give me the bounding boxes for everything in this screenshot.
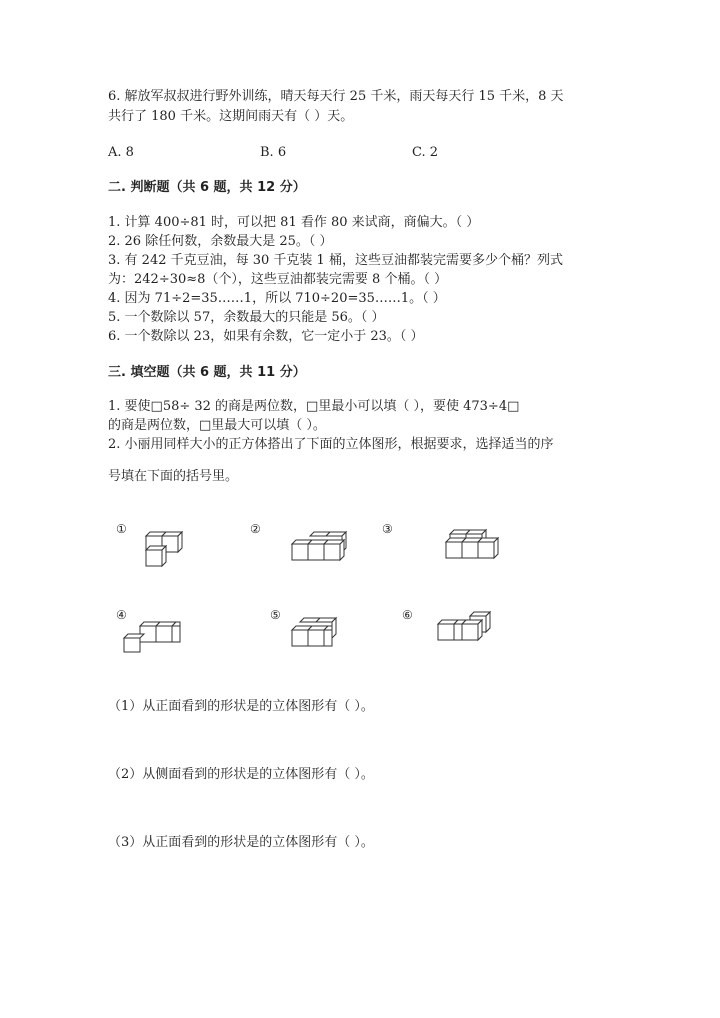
q6-line1: 6. 解放军叔叔进行野外训练，晴天每天行 25 千米，雨天每天行 15 千米，8 天 bbox=[108, 89, 564, 104]
judge-item: 6. 一个数除以 23，如果有余数，它一定小于 23。（ ） bbox=[108, 329, 424, 344]
figure-label-5: ⑤ bbox=[270, 608, 281, 622]
judge-item: 4. 因为 71÷2=35……1，所以 710÷20=35……1。（ ） bbox=[108, 291, 446, 306]
figure-label-3: ③ bbox=[382, 522, 393, 536]
judge-item: 为：242÷30≈8（个），这些豆油都装完需要 8 个桶。（ ） bbox=[108, 272, 448, 287]
cube-figure-4 bbox=[122, 620, 188, 654]
q6-option-b: B. 6 bbox=[260, 145, 287, 160]
fill-q1-line1: 1. 要使□58÷ 32 的商是两位数，□里最小可以填（ ），要使 473÷4□ bbox=[108, 399, 520, 414]
cube-figure-6 bbox=[436, 610, 494, 650]
q6-line2: 共行了 180 千米。这期间雨天有（ ）天。 bbox=[108, 109, 354, 124]
figure-label-1: ① bbox=[116, 522, 127, 536]
cube-figure-3 bbox=[444, 532, 506, 566]
cube-figure-2 bbox=[290, 534, 352, 566]
judge-item: 2. 26 除任何数，余数最大是 25。（ ） bbox=[108, 234, 333, 249]
sub-question-3: （3）从正面看到的形状是的立体图形有（ ）。 bbox=[108, 835, 374, 850]
section2-title: 二. 判断题（共 6 题，共 12 分） bbox=[108, 180, 306, 195]
judge-item: 1. 计算 400÷81 时，可以把 81 看作 80 来试商，商偏大。（ ） bbox=[108, 215, 480, 230]
judge-item: 3. 有 242 千克豆油，每 30 千克装 1 桶，这些豆油都装完需要多少个桶？列式 bbox=[108, 253, 563, 268]
sub-question-2: （2）从侧面看到的形状是的立体图形有（ ）。 bbox=[108, 767, 374, 782]
fill-q2-line2: 号填在下面的括号里。 bbox=[108, 469, 239, 484]
cube-figure-1 bbox=[136, 530, 186, 572]
q6-option-c: C. 2 bbox=[412, 145, 439, 160]
judge-item: 5. 一个数除以 57，余数最大的只能是 56。（ ） bbox=[108, 310, 385, 325]
figure-label-2: ② bbox=[250, 522, 261, 536]
section3-title: 三. 填空题（共 6 题，共 11 分） bbox=[108, 365, 306, 380]
sub-question-1: （1）从正面看到的形状是的立体图形有（ ）。 bbox=[108, 699, 374, 714]
figure-label-6: ⑥ bbox=[402, 608, 413, 622]
figure-label-4: ④ bbox=[116, 608, 127, 622]
cube-figure-5 bbox=[290, 620, 340, 656]
fill-q1-line2: 的商是两位数，□里最大可以填（ ）。 bbox=[108, 418, 326, 433]
q6-option-a: A. 8 bbox=[108, 145, 134, 160]
fill-q2-line1: 2. 小丽用同样大小的正方体搭出了下面的立体图形，根据要求，选择适当的序 bbox=[108, 437, 554, 452]
